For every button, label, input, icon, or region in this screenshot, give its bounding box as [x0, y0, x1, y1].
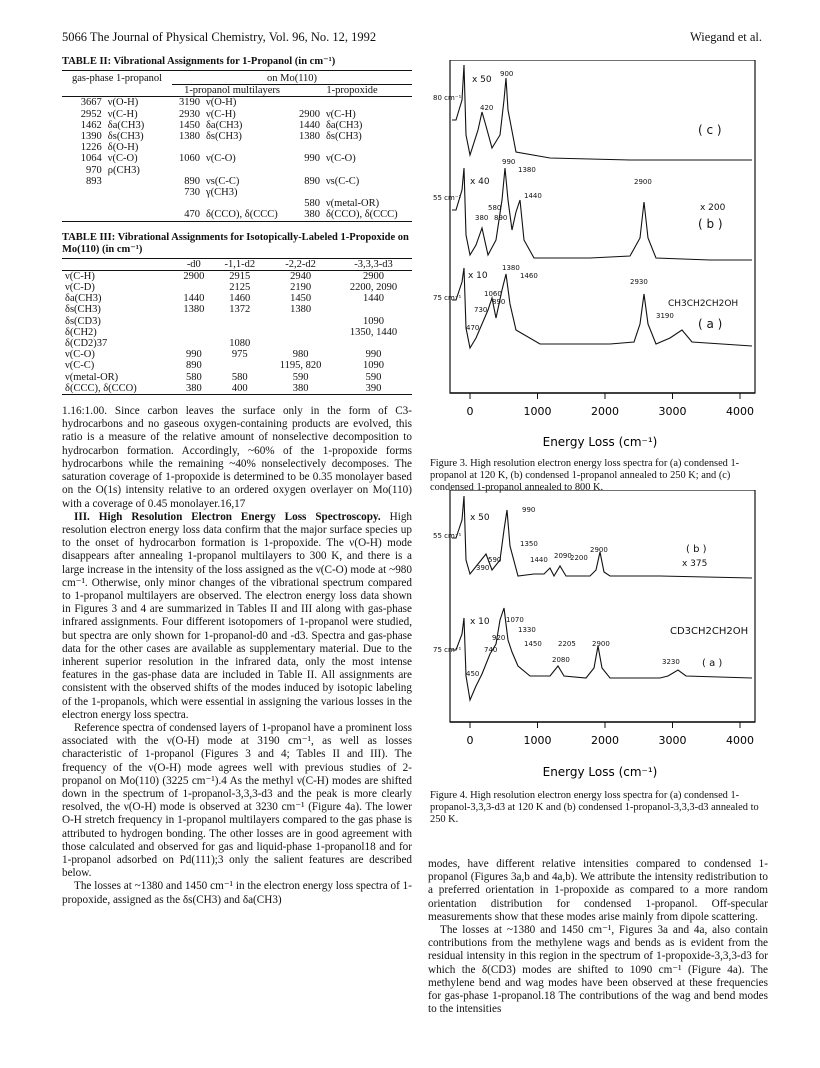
table3-row — [62, 360, 412, 371]
table3-cell: 1380 — [290, 304, 312, 316]
table2-cell — [203, 165, 292, 176]
table2-cell — [105, 198, 172, 209]
table2-row — [62, 97, 412, 109]
table3-col-header — [62, 258, 174, 270]
figure4-a-peak-2205: 2205 — [558, 640, 576, 648]
table2-cell: 2952 — [80, 108, 102, 120]
table2-row — [62, 176, 412, 187]
table3-cell: 590 — [292, 371, 309, 383]
table3-body — [62, 270, 412, 394]
table3-row — [62, 327, 412, 338]
figure3-xlabel: Energy Loss (cm⁻¹) — [542, 435, 658, 449]
table3-cell — [174, 282, 213, 293]
paragraph-1: 1.16:1.00. Since carbon leaves the surface only in the form of C3-hydrocarbons and no gaseous oxygen-containing products are evolved, this ratio is a measure of the relative amount of nonselective decomposition to hydrocarbon formation. Accordingly, ~60% of the 1-propoxide forms hydrocarbons while the remaining ~40% nonselectively decomposes. The saturation coverage of 1-propoxide is determined to be 0.35 monolayer based on the O(1s) intensity relative to an ordered oxygen overlayer on Mo(110) with a coverage of 0.45 monolayer.16,17 — [62, 405, 412, 510]
table3-cell: δ(CCC), δ(CCO) — [62, 383, 174, 395]
figure3-tick-label: 0 — [466, 405, 474, 418]
table3-cell: 1195, 820 — [279, 360, 322, 372]
table3-cell: 2940 — [290, 270, 312, 282]
left-column — [62, 56, 412, 907]
table3-cell: 990 — [365, 349, 382, 361]
table2-cell: 470 — [172, 209, 203, 221]
table2-cell: 580 — [304, 198, 320, 210]
table3-cell: 590 — [365, 371, 382, 383]
table2-cell: 1450 — [178, 119, 200, 131]
figure3-a-peak-890: 890 — [492, 298, 506, 306]
figure3-b-label: ( b ) — [698, 217, 723, 231]
table2-cell: δa(CH3) — [205, 119, 243, 131]
figure3-caption: Figure 3. High resolution electron energy loss spectra for (a) condensed 1-propanol at 120 K, (b) condensed 1-propanol annealed to 250 K; and (c) condensed 1-propanol annealed to 800 K. — [430, 458, 740, 493]
figure4-tick-label: 4000 — [726, 734, 754, 747]
table2-cell: ρ(CH3) — [107, 164, 140, 176]
table3-cell: 380 — [266, 383, 335, 395]
table3-row — [62, 316, 412, 327]
table3-row — [62, 372, 412, 383]
table2-cell: 893 — [86, 175, 102, 187]
figure3-x-ticks — [467, 393, 755, 418]
figure3-b-peak-1440: 1440 — [524, 192, 542, 200]
table2-row — [62, 209, 412, 221]
figure3-a-fwhm: 75 cm⁻¹ — [433, 294, 462, 302]
table3-cell — [335, 304, 412, 315]
figure3-b-peak-380: 380 — [475, 214, 489, 222]
table2-cell — [323, 142, 412, 153]
table2-cell: 970 — [86, 164, 102, 176]
paragraph-2 — [62, 511, 412, 722]
figure4 — [430, 490, 770, 825]
table3-cell: 380 — [174, 383, 213, 395]
table2-cell — [292, 187, 323, 198]
table2-cell — [292, 97, 323, 109]
figure3-a-peak-1460: 1460 — [520, 272, 538, 280]
table2-row — [62, 120, 412, 131]
table2-cell — [172, 142, 203, 153]
table2-cell: 1064 — [80, 153, 102, 165]
figure3-a-scale: x 10 — [468, 271, 488, 281]
figure3-a-molecule: CH3CH2CH2OH — [668, 299, 739, 309]
figure4-b-peak-2900: 2900 — [590, 546, 608, 554]
table3-cell — [174, 338, 213, 349]
table3-caption: TABLE III: Vibrational Assignments for Isotopically-Labeled 1-Propoxide on Mo(110) (in cm⁻¹) — [62, 231, 409, 255]
table2-body — [62, 97, 412, 221]
table3-cell: ν(metal-OR) — [65, 371, 119, 383]
table3-row — [62, 349, 412, 360]
figure4-xlabel: Energy Loss (cm⁻¹) — [542, 765, 658, 779]
table3-cell: δ(CH2) — [65, 326, 97, 338]
figure3-c-fwhm: 80 cm⁻¹ — [433, 94, 462, 102]
table2-cell: δ(CCO), δ(CCC) — [203, 209, 292, 221]
table3-cell: δs(CH3) — [65, 304, 101, 316]
paragraph-3: Reference spectra of condensed layers of 1-propanol have a prominent loss associated with the ν(O-H) mode at 3190 cm⁻¹, as well as losses characteristic of 1-propanol (Figures 3 and 4; Tables II and III). The frequency of the ν(O-H) mode agrees well with previous studies of 2-propanol on Mo(110) (3225 cm⁻¹).4 As the methyl ν(C-H) modes are shifted down in the spectrum of 1-propanol-3,3,3-d3 and the peak is more clearly resolved, the ν(O-H) mode is observed at 3230 cm⁻¹ (Figure 4a). The lower O-H stretch frequency in 1-propanol multilayers compared to the gas phase is attributed to hydrogen bonding. The other losses are in good agreement with those calculated and observed for gas and liquid-phase 1-propanol18 and for 1-propanol adsorbed on Pd(111);3 only the salient features are described below. — [62, 721, 412, 880]
table2-cell: δ(O-H) — [107, 142, 139, 154]
table3-cell — [266, 316, 335, 327]
table2-cell — [172, 165, 203, 176]
table2-cell: 730 — [184, 187, 200, 199]
table3-row — [62, 270, 412, 282]
table3-cell: 1090 — [363, 315, 384, 327]
figure3-a-peak-1380: 1380 — [502, 264, 520, 272]
table2-cell: 890 — [304, 175, 320, 187]
table2-cell: 380 — [292, 209, 323, 221]
table3-cell — [335, 338, 412, 349]
figure3-a-peak-470: 470 — [466, 324, 480, 332]
table3-cell: δ(CD2)37 — [65, 338, 108, 350]
table3-cell: 390 — [335, 383, 412, 395]
table2-cell: 1390 — [80, 131, 102, 143]
table2-cell — [323, 165, 412, 176]
table3-cell: 975 — [231, 349, 248, 361]
figure3-a-peak-730: 730 — [474, 306, 488, 314]
figure4-b-peak-2200: 2200 — [570, 554, 588, 562]
table2-cell: ν(metal-OR) — [325, 198, 380, 210]
table3-cell: 2900 — [363, 270, 384, 282]
table2-cell: 990 — [304, 153, 320, 165]
table3-cell: ν(C-O) — [65, 349, 95, 361]
table3-cell: ν(C-C) — [65, 360, 95, 372]
table2-cell — [172, 198, 203, 209]
figure3-a-peak-1060: 1060 — [484, 290, 502, 298]
figure4-a-peak-1070: 1070 — [506, 616, 524, 624]
figure3-b-scale2: x 200 — [700, 203, 726, 213]
figure4-a-peak-1330: 1330 — [518, 626, 536, 634]
figure4-b-peak-1350: 1350 — [520, 540, 538, 548]
table2-cell: δa(CH3) — [325, 119, 363, 131]
table2-cell: δs(CH3) — [205, 131, 242, 143]
figure4-a-scale: x 10 — [470, 617, 490, 627]
journal-header: 5066 The Journal of Physical Chemistry, Vol. 96, No. 12, 1992 — [62, 30, 377, 44]
figure4-b-peak-2090: 2090 — [554, 552, 572, 560]
table2-cell — [323, 97, 412, 109]
table2-cell: δs(CH3) — [107, 131, 144, 143]
table3-cell: δa(CH3) — [65, 293, 102, 305]
figure4-b-scale: x 50 — [470, 513, 490, 523]
table3-cell: 1380 — [183, 304, 205, 316]
table2-cell: ν(C-H) — [107, 108, 138, 120]
table3 — [62, 258, 412, 395]
table2-row — [62, 153, 412, 164]
table3-cell: δs(CD3) — [65, 315, 101, 327]
figure4-b-scale2: x 375 — [682, 559, 708, 569]
table3-cell — [213, 327, 266, 338]
table3-cell — [266, 338, 335, 349]
table2-cell: 1380 — [298, 131, 320, 143]
table2-cell: ν(O-H) — [205, 97, 237, 109]
figure3-b-scale: x 40 — [470, 177, 490, 187]
table2-cell: 1380 — [178, 131, 200, 143]
table3-cell: 1350, 1440 — [349, 326, 398, 338]
figure4-b-label: ( b ) — [686, 544, 707, 555]
table3-col-header: -3,3,3-d3 — [335, 258, 412, 270]
figure4-a-peak-450: 450 — [466, 670, 480, 678]
paragraph-2-text: High resolution electron energy loss data confirm that the major surface species up to the onset of hydrocarbon formation is 1-propoxide. The ν(O-H) mode disappears after annealing 1-propanol multilayers to 300 K, and there is a large increase in the intensity of the loss assigned as the ν(C-O) mode at ~980 cm⁻¹. Otherwise, only minor changes of the vibrational spectrum compared to 1-propanol multilayers are observed. The electron energy loss data shown in Figures 3 and 4 are summarized in Tables II and III along with gas-phase infrared assignments. Four different isotopomers of 1-propanol were studied, but spectra are only shown for 1-propanol-d0 and -d3. Spectra and gas-phase data for the other cases are available as supplementary material. Due to the inherent superior resolution in the infrared data, only the most intense features in the gas-phase data are included in Table II. All assignments are consistent with the observed shifts of the modes induced by isotopic labeling of the 1-propanols, which were essential in assigning the various losses in the electron energy loss spectra. — [62, 510, 412, 721]
table2-cell: 2930 — [178, 108, 200, 120]
table2-cell: 1060 — [178, 153, 200, 165]
figure4-b-peak-390: 390 — [476, 564, 490, 572]
table2-cell: δ(CCO), δ(CCC) — [323, 209, 412, 221]
figure4-b-peak-590: 590 — [488, 556, 502, 564]
table3-row — [62, 304, 412, 315]
table2-cell: ν(C-O) — [205, 153, 236, 165]
table2-cell: ν(C-O) — [107, 153, 138, 165]
table2-cell: γ(CH3) — [205, 187, 238, 199]
table2-cell — [62, 209, 105, 221]
figure4-b-fwhm: 55 cm⁻¹ — [433, 532, 462, 540]
figure4-frame — [450, 490, 755, 722]
table2-cell: 1440 — [298, 119, 320, 131]
figure4-x-ticks — [467, 722, 755, 747]
right-paragraph-2: The losses at ~1380 and 1450 cm⁻¹, Figures 3a and 4a, also contain contributions from the methylene wags and bends as is evident from the residual intensity in this region in the spectrum of 1-propoxide-3,3,3-d3 for which the δ(CD3) modes are shifted to 1090 cm⁻¹ (Figure 4a). The methylene bend and wag modes have been observed at these frequencies for gas-phase 1-propanol.18 The contributions of the wag and bend modes to the intensities — [428, 924, 768, 1016]
figure3-b-peak-580: 580 — [488, 204, 502, 212]
table3-cell: ν(C-H) — [65, 270, 95, 282]
figure3-b-peak-2900: 2900 — [634, 178, 652, 186]
figure3-c-peak-420: 420 — [480, 104, 494, 112]
figure4-tick-label: 2000 — [591, 734, 619, 747]
figure4-a-fwhm: 75 cm⁻¹ — [433, 646, 462, 654]
table2-cell: ν(C-O) — [325, 153, 356, 165]
figure3-b-peak-890: 890 — [494, 214, 508, 222]
figure4-a-peak-920: 920 — [492, 634, 506, 642]
table3-cell: 1460 — [229, 293, 251, 305]
figure4-b-peak-990: 990 — [522, 506, 536, 514]
table3-cell: 1372 — [229, 304, 251, 316]
figure3-c-label: ( c ) — [698, 123, 722, 137]
figure4-a-peak-1450: 1450 — [524, 640, 542, 648]
table3-cell: 2125 — [229, 282, 251, 294]
table2-cell — [62, 187, 105, 198]
table2-cell: νs(C-C) — [205, 175, 240, 187]
table3-cell: 980 — [292, 349, 309, 361]
figure3 — [430, 60, 770, 493]
table2-row — [62, 109, 412, 120]
table3-cell: 2900 — [183, 270, 205, 282]
table3-cell: 1450 — [290, 293, 312, 305]
figure3-plot — [430, 60, 770, 480]
table3-cell: 580 — [231, 371, 248, 383]
table2-cell: ν(C-H) — [205, 108, 236, 120]
figure4-tick-label: 0 — [466, 734, 474, 747]
figure3-tick-label: 4000 — [726, 405, 754, 418]
figure4-b-peak-1440: 1440 — [530, 556, 548, 564]
table3-row — [62, 338, 412, 349]
table3-cell: 1440 — [363, 293, 384, 305]
table2-row — [62, 198, 412, 209]
table2-cell: 3667 — [80, 97, 102, 109]
figure3-tick-label: 3000 — [658, 405, 687, 418]
table2-caption: TABLE II: Vibrational Assignments for 1-Propanol (in cm⁻¹) — [62, 56, 336, 67]
table3-cell: 890 — [185, 360, 202, 372]
table2-row — [62, 165, 412, 176]
table2-row — [62, 187, 412, 198]
author-header: Wiegand et al. — [689, 30, 762, 44]
table3-cell — [174, 327, 213, 338]
figure4-a-peak-3230: 3230 — [662, 658, 680, 666]
table2-head-oxide: 1-propoxide — [292, 85, 412, 97]
figure3-b-fwhm: 55 cm⁻¹ — [433, 194, 462, 202]
table3-cell: 2200, 2090 — [349, 282, 398, 294]
table2-cell: νs(C-C) — [325, 175, 360, 187]
right-paragraph-1: modes, have different relative intensities compared to condensed 1-propanol (Figures 3a,b and 4a,b). We attribute the intensity redistribution to a preferred orientation in 1-propoxide as compared to a more random orientation distribution for condensed 1-propanol. Off-specular measurements show that these modes arise mainly from dipole scattering. — [428, 858, 768, 923]
table2-cell: δa(CH3) — [107, 119, 145, 131]
table2-head-multi: 1-propanol multilayers — [172, 85, 292, 97]
figure4-a-peak-740: 740 — [484, 646, 498, 654]
figure3-a-peak-2930: 2930 — [630, 278, 648, 286]
figure3-c-scale: x 50 — [472, 75, 492, 85]
table2 — [62, 70, 412, 222]
table2-cell — [105, 176, 172, 187]
table3-header-row — [62, 258, 412, 270]
figure4-a-molecule: CD3CH2CH2OH — [670, 626, 749, 637]
figure3-a-label: ( a ) — [698, 317, 723, 331]
table3-cell — [266, 327, 335, 338]
table2-cell — [203, 198, 292, 209]
table3-cell — [174, 316, 213, 327]
table2-row — [62, 142, 412, 153]
table3-cell — [213, 316, 266, 327]
figure4-a-label: ( a ) — [702, 658, 723, 669]
table3-cell: 2190 — [290, 282, 312, 294]
figure4-tick-label: 1000 — [523, 734, 552, 747]
table3-row — [62, 282, 412, 293]
table3-col-header: -d0 — [174, 258, 213, 270]
table3-cell: 990 — [185, 349, 202, 361]
figure3-tick-label: 2000 — [591, 405, 619, 418]
figure4-caption: Figure 4. High resolution electron energy loss spectra for (a) condensed 1-propanol-3,3,3-d3 at 120 K and (b) condensed 1-propanol-3,3,3-d3 annealed to 250 K. — [430, 790, 759, 825]
table2-cell: 1462 — [80, 119, 102, 131]
figure3-b-peak-990: 990 — [502, 158, 516, 166]
table2-cell — [292, 142, 323, 153]
table2-cell — [105, 187, 172, 198]
table3-cell: 1440 — [183, 293, 205, 305]
table2-cell — [323, 187, 412, 198]
table3-row — [62, 293, 412, 304]
table2-row — [62, 131, 412, 142]
table2-cell: δs(CH3) — [325, 131, 362, 143]
table2-cell — [62, 198, 105, 209]
table3-row — [62, 383, 412, 395]
figure4-a-peak-2900: 2900 — [592, 640, 610, 648]
table2-cell: 890 — [184, 175, 200, 187]
table3-cell: 580 — [185, 371, 202, 383]
table2-cell — [203, 142, 292, 153]
table2-cell: 1226 — [80, 142, 102, 154]
figure4-plot — [430, 490, 770, 820]
table3-cell: 1090 — [363, 360, 384, 372]
table3-col-header: -1,1-d2 — [213, 258, 266, 270]
figure4-a-peak-2080: 2080 — [552, 656, 570, 664]
table2-cell: 2900 — [298, 108, 320, 120]
table2-head-gas: gas-phase 1-propanol — [62, 71, 172, 85]
running-header — [62, 30, 762, 48]
table3-cell: 1080 — [229, 338, 251, 350]
table3-cell: ν(C-D) — [65, 282, 95, 294]
table3-col-header: -2,2-d2 — [266, 258, 335, 270]
figure3-c-peak-900: 900 — [500, 70, 514, 78]
figure3-b-peak-1380: 1380 — [518, 166, 536, 174]
figure3-tick-label: 1000 — [523, 405, 552, 418]
table2-head-on: on Mo(110) — [172, 71, 412, 85]
figure4-tick-label: 3000 — [658, 734, 687, 747]
table2-cell — [292, 165, 323, 176]
right-column-text — [428, 858, 768, 1016]
paragraph-4: The losses at ~1380 and 1450 cm⁻¹ in the electron energy loss spectra of 1-propoxide, assigned as the δs(CH3) and δa(CH3) — [62, 880, 412, 906]
table3-cell — [213, 360, 266, 371]
table3-cell: 2915 — [229, 270, 251, 282]
table2-cell: ν(O-H) — [107, 97, 139, 109]
section-heading: III. High Resolution Electron Energy Loss Spectroscopy. — [74, 510, 381, 523]
table2-cell: ν(C-H) — [325, 108, 356, 120]
table2-cell — [105, 209, 172, 221]
table2-cell: 3190 — [178, 97, 200, 109]
figure3-a-peak-3190: 3190 — [656, 312, 674, 320]
table3-cell: 400 — [213, 383, 266, 395]
